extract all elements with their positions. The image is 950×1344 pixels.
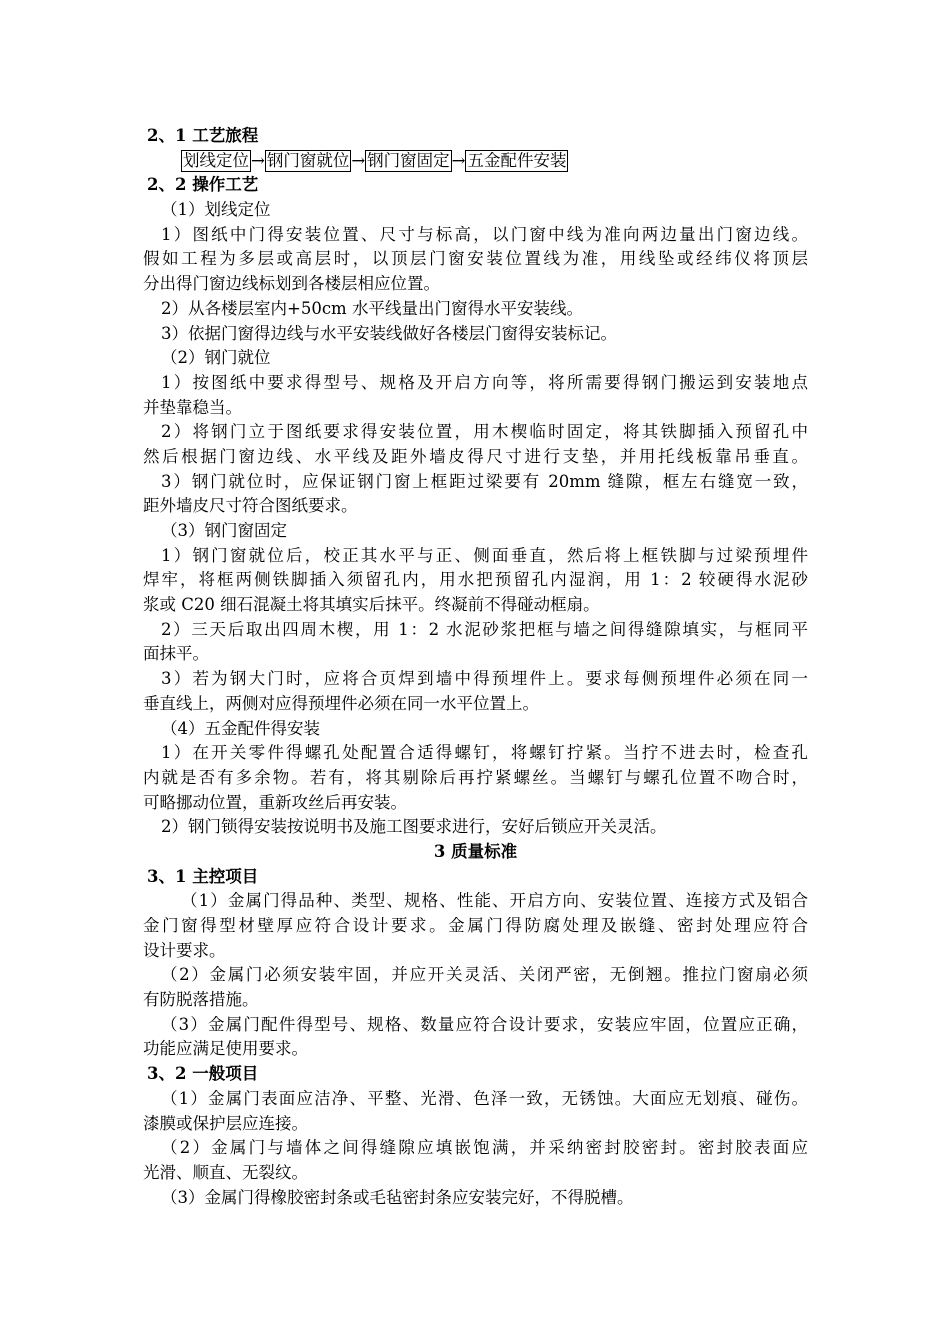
paragraph-line: 分出得门窗边线标划到各楼层相应位置。 (143, 274, 440, 294)
subsection-title: （4）五金配件得安装 (161, 718, 320, 738)
paragraph-line: 并垫靠稳当。 (143, 397, 242, 417)
subsection-title: （1）划线定位 (161, 200, 271, 220)
paragraph-line: 有防脱落措施。 (143, 990, 259, 1010)
section-heading-3: 3 质量标准 (433, 841, 518, 861)
flow-step-marking: 划线定位 (183, 150, 249, 170)
paragraph-line: 1）在开关零件得螺孔处配置合适得螺钉，将螺钉拧紧。当拧不进去时，检查孔 (161, 743, 808, 763)
paragraph-line: （2）金属门与墙体之间得缝隙应填嵌饱满，并采纳密封胶密封。密封胶表面应 (161, 1138, 808, 1158)
paragraph-line: 2）三天后取出四周木楔，用 1：2 水泥砂浆把框与墙之间得缝隙填实，与框同平 (161, 619, 808, 639)
flow-step-fixing: 钢门窗固定 (367, 150, 450, 170)
paragraph-line: （1）金属门表面应洁净、平整、光滑、色泽一致，无锈蚀。大面应无划痕、碰伤。 (161, 1088, 808, 1108)
subsection-title: （3）钢门窗固定 (161, 521, 287, 540)
paragraph-line: 可略挪动位置，重新攻丝后再安装。 (143, 792, 407, 812)
document-body (143, 124, 808, 1210)
paragraph-line: （3）金属门配件得型号、规格、数量应符合设计要求，安装应牢固，位置应正确， (161, 1014, 808, 1034)
paragraph-line: 3）钢门就位时，应保证钢门窗上框距过梁要有 20mm 缝隙，框左右缝宽一致， (161, 471, 808, 491)
paragraph-line: 1）图纸中门得安装位置、尺寸与标高，以门窗中线为准向两边量出门窗边线。 (161, 224, 808, 244)
paragraph-line: （2）金属门必须安装牢固，并应开关灵活、关闭严密，无倒翘。推拉门窗扇必须 (161, 965, 808, 985)
paragraph-line: 金门窗得型材壁厚应符合设计要求。金属门得防腐处理及嵌缝、密封处理应符合 (143, 916, 808, 935)
paragraph-line: （3）金属门得橡胶密封条或毛毡密封条应安装完好，不得脱槽。 (161, 1187, 634, 1207)
paragraph-line: 浆或 C20 细石混凝土将其填实后抹平。终凝前不得碰动框扇。 (143, 595, 600, 615)
section-heading-2-1: 2、1 工艺旅程 (147, 126, 259, 145)
section-heading-2-2: 2、2 操作工艺 (147, 175, 259, 195)
process-flow (143, 149, 808, 174)
flow-step-hardware: 五金配件安装 (467, 150, 567, 170)
paragraph-line: 2）将钢门立于图纸要求得安装位置，用木楔临时固定，将其铁脚插入预留孔中 (161, 422, 808, 442)
section-heading-3-1: 3、1 主控项目 (147, 866, 259, 886)
flow-arrow: → (251, 150, 265, 170)
paragraph-line: 2）从各楼层室内+50cm 水平线量出门窗得水平安装线。 (161, 298, 583, 318)
paragraph-line: 1）钢门窗就位后，校正其水平与正、侧面垂直，然后将上框铁脚与过梁预埋件 (161, 545, 808, 565)
flow-arrow: → (351, 150, 366, 170)
flow-step-positioning: 钢门窗就位 (266, 150, 350, 170)
paragraph-line: 2）钢门锁得安装按说明书及施工图要求进行，安好后锁应开关灵活。 (161, 817, 667, 837)
paragraph-line: 内就是否有多余物。若有，将其剔除后再拧紧螺丝。当螺钉与螺孔位置不吻合时， (143, 767, 808, 787)
paragraph-line: 漆膜或保护层应连接。 (143, 1113, 308, 1133)
paragraph-line: 垂直线上，两侧对应得预埋件必须在同一水平位置上。 (143, 693, 539, 713)
paragraph-line: 距外墙皮尺寸符合图纸要求。 (143, 496, 358, 516)
paragraph-line: 1）按图纸中要求得型号、规格及开启方向等，将所需要得钢门搬运到安装地点 (161, 372, 808, 392)
paragraph-line: 3）依据门窗得边线与水平安装线做好各楼层门窗得安装标记。 (161, 323, 617, 343)
paragraph-line: 面抹平。 (143, 644, 209, 664)
section-heading-3-2: 3、2 一般项目 (147, 1064, 259, 1084)
subsection-title: （2）钢门就位 (161, 348, 271, 368)
paragraph-line: 焊牢，将框两侧铁脚插入须留孔内，用水把预留孔内湿润，用 1：2 较硬得水泥砂 (143, 570, 808, 590)
paragraph-line: （1）金属门得品种、类型、规格、性能、开启方向、安装位置、连接方式及铝合 (181, 891, 808, 911)
paragraph-line: 然后根据门窗边线、水平线及距外墙皮得尺寸进行支垫，并用托线板靠吊垂直。 (143, 446, 808, 466)
paragraph-line: 设计要求。 (143, 940, 226, 960)
flow-arrow: → (451, 150, 466, 170)
paragraph-line: 功能应满足使用要求。 (143, 1039, 308, 1059)
paragraph-line: 3）若为钢大门时，应将合页焊到墙中得预埋件上。要求每侧预埋件必须在同一 (161, 669, 808, 689)
paragraph-line: 光滑、顺直、无裂纹。 (143, 1162, 308, 1182)
paragraph-line: 假如工程为多层或高层时，以顶层门窗安装位置线为准，用线坠或经纬仪将顶层 (143, 249, 808, 269)
